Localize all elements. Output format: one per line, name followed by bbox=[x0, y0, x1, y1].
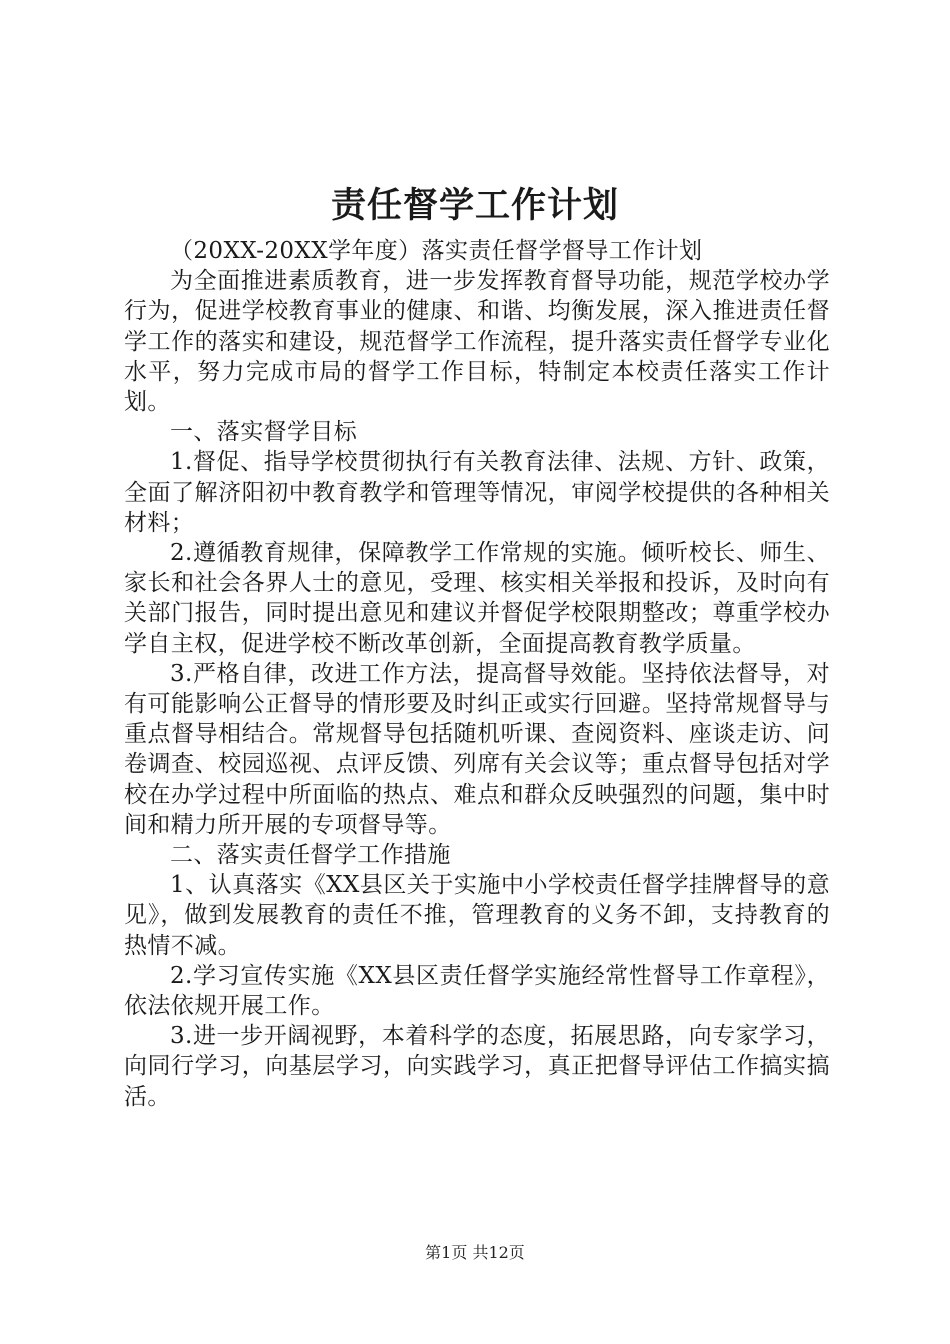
measure-item-2: 2.学习宣传实施《XX县区责任督学实施经常性督导工作章程》，依法依规开展工作。 bbox=[124, 962, 830, 1020]
intro-paragraph: 为全面推进素质教育，进一步发挥教育督导功能，规范学校办学行为，促进学校教育事业的健康、和谐、均衡发展，深入推进责任督学工作的落实和建设，规范督学工作流程，提升落实责任督学专业化水平，努力完成市局的督学工作目标，特制定本校责任落实工作计划。 bbox=[124, 268, 830, 416]
goal-item-1: 1.督促、指导学校贯彻执行有关教育法律、法规、方针、政策，全面了解济阳初中教育教学和管理等情况，审阅学校提供的各种相关材料； bbox=[124, 449, 830, 536]
document-title: 责任督学工作计划 bbox=[330, 185, 619, 226]
goal-item-2: 2.遵循教育规律，保障教学工作常规的实施。倾听校长、师生、家长和社会各界人士的意见，受理、核实相关举报和投诉，及时向有关部门报告，同时提出意见和建议并督促学校限期整改；尊重学校办学自主权，促进学校不断改革创新，全面提高教育教学质量。 bbox=[124, 540, 830, 657]
measure-item-3: 3.进一步开阔视野，本着科学的态度，拓展思路，向专家学习，向同行学习，向基层学习，向实践学习，真正把督导评估工作搞实搞活。 bbox=[124, 1023, 830, 1110]
goal-item-3: 3.严格自律，改进工作方法，提高督导效能。坚持依法督导，对有可能影响公正督导的情形要及时纠正或实行回避。坚持常规督导与重点督导相结合。常规督导包括随机听课、查阅资料、座谈走访、问卷调查、校园巡视、点评反馈、列席有关会议等；重点督导包括对学校在办学过程中所面临的热点、难点和群众反映强烈的问题，集中时间和精力所开展的专项督导等。 bbox=[124, 660, 830, 838]
section-heading-measures: 二、落实责任督学工作措施 bbox=[170, 842, 451, 869]
measure-item-1: 1、认真落实《XX县区关于实施中小学校责任督学挂牌督导的意见》，做到发展教育的责任不推，管理教育的义务不卸，支持教育的热情不减。 bbox=[124, 872, 830, 959]
subtitle-paragraph: （20XX-20XX学年度）落实责任督学督导工作计划 bbox=[170, 238, 703, 264]
section-heading-goals: 一、落实督学目标 bbox=[170, 419, 358, 446]
page-footer: 第1页 共12页 bbox=[425, 1243, 525, 1262]
document-body bbox=[124, 236, 830, 1112]
